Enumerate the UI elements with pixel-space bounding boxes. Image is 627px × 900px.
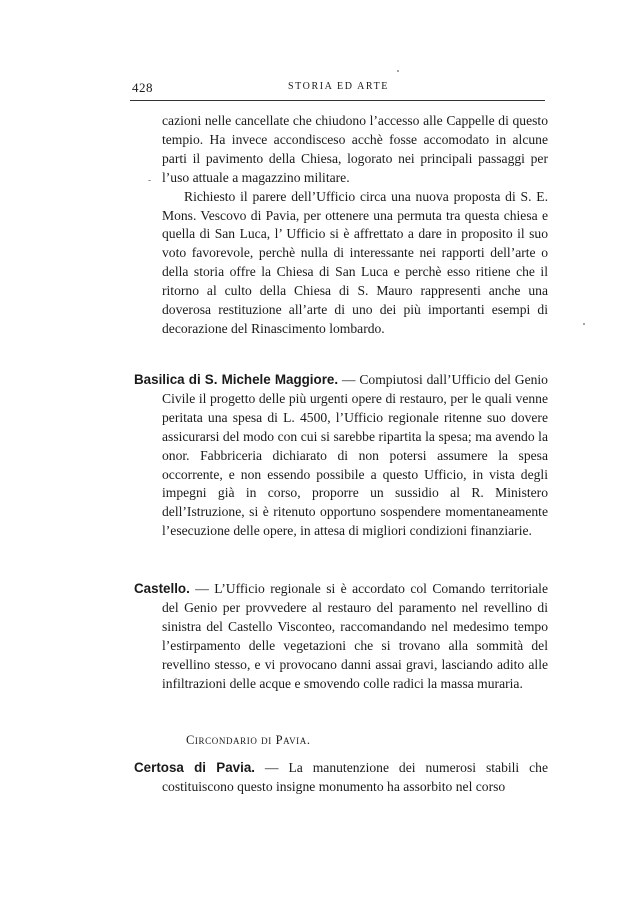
district-heading: Circondario di Pavia. bbox=[186, 733, 311, 747]
paper-speck bbox=[148, 180, 151, 181]
page-number: 428 bbox=[132, 80, 153, 95]
section-basilica bbox=[134, 371, 548, 541]
section-text-castello: — L’Ufficio regionale si è accordato col Comando territoriale del Genio per provvedere al restauro del paramento nel revellino di sinistra del Castello Visconteo, raccomandando nel medesimo tempo l’estirpamento delle vegetazioni che si trovano alla sommità del revellino stesso, e vi provocano danni assai gravi, lasciando adito alle infiltrazioni delle acque e smovendo colle radici la massa muraria. bbox=[162, 581, 548, 691]
paper-speck bbox=[583, 323, 585, 325]
page-header bbox=[132, 80, 545, 98]
paper-speck bbox=[397, 70, 399, 72]
section-certosa bbox=[134, 759, 548, 797]
section-heading-basilica: Basilica di S. Michele Maggiore. bbox=[134, 372, 339, 387]
paragraph-richiesto: Richiesto il parere dell’Ufficio circa una nuova proposta di S. E. Mons. Vescovo di Pavia, per ottenere una permuta tra questa chiesa e quella di San Luca, l’ Ufficio si è affrettato a dare in proposito il suo voto favorevole, perchè nulla di interessante nei rapporti dell’arte o della storia offre la Chiesa di San Luca e perchè esso ritiene che il ritorno al culto della Chiesa di S. Mauro rappresenti anche una doverosa restituzione all’arte di uno dei più importanti esempi di decorazione del Rinascimento lombardo. bbox=[162, 188, 548, 336]
running-title: STORIA ED ARTE bbox=[287, 81, 390, 92]
body-text-opening bbox=[162, 112, 548, 339]
section-castello bbox=[134, 580, 548, 693]
section-heading-castello: Castello. bbox=[134, 581, 190, 596]
header-rule bbox=[130, 100, 545, 101]
section-text-basilica: — Compiutosi dall’Ufficio del Genio Civile il progetto delle più urgenti opere di restauro, per le quali venne peritata una spesa di L. 4500, l’Ufficio regionale ritenne suo dovere assicurarsi del modo con cui si sarebbe ripartita la spesa; ma avendo la onor. Fabbriceria dichiarato di non potersi assumere la spesa occorrente, e non essendo possibile a questo Ufficio, in vista degli impegni già in corso, proporre un sussidio al R. Ministero dell’Istruzione, si è ritenuto opportuno sospendere momentaneamente l’esecuzione delle opere, in attesa di migliori condizioni finanziarie. bbox=[162, 372, 548, 539]
section-text-certosa: — La manutenzione dei numerosi stabili che costituiscono questo insigne monumento ha assorbito nel corso bbox=[162, 760, 548, 794]
section-heading-certosa: Certosa di Pavia. bbox=[134, 760, 255, 775]
paragraph-continuation: cazioni nelle cancellate che chiudono l’accesso alle Cappelle di questo tempio. Ha invece accondisceso acchè fosse accomodato in alcune parti il pavimento della Chiesa, logorato nei principali passaggi per l’uso attuale a magazzino militare. bbox=[162, 113, 548, 185]
